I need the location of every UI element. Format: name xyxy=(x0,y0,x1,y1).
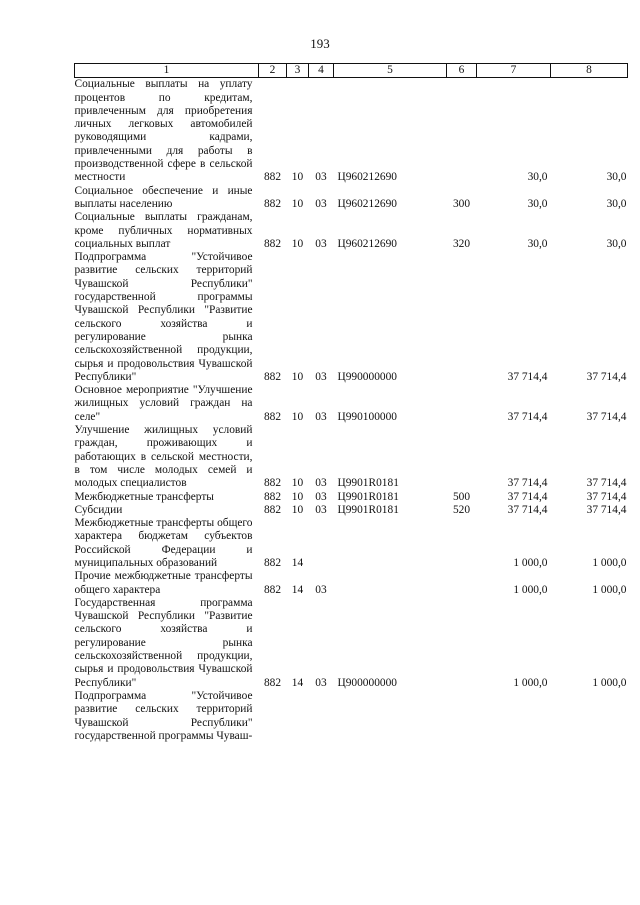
row-value-2 xyxy=(551,690,628,743)
row-admin-code: 882 xyxy=(263,171,282,184)
row-value-1: 1 000,0 xyxy=(513,583,548,596)
row-expense-type xyxy=(447,424,477,490)
row-subsection: 03 xyxy=(315,490,327,503)
header-col-1: 1 xyxy=(75,64,259,78)
row-value-2: 1 000,0 xyxy=(592,583,627,596)
table-header xyxy=(75,64,628,78)
header-col-4: 4 xyxy=(309,64,334,78)
row-value-2: 37 714,4 xyxy=(586,410,627,423)
row-value-1: 30,0 xyxy=(527,171,548,184)
row-section: 10 xyxy=(291,171,304,184)
table-row xyxy=(75,384,628,424)
row-name: Социальные выплаты гражданам, кроме публичных нормативных социальных выплат xyxy=(74,211,253,250)
row-target-code: Ц9901R0181 xyxy=(337,503,399,516)
row-value-1: 37 714,4 xyxy=(507,477,548,490)
row-name: Межбюджетные трансферты xyxy=(74,490,214,503)
header-col-7: 7 xyxy=(477,64,551,78)
row-expense-type: 520 xyxy=(452,503,471,516)
header-col-8: 8 xyxy=(551,64,628,78)
row-expense-type: 500 xyxy=(452,490,471,503)
row-value-2: 30,0 xyxy=(606,197,627,210)
row-value-2: 30,0 xyxy=(606,237,627,250)
row-expense-type: 320 xyxy=(452,237,471,250)
row-value-2: 30,0 xyxy=(606,171,627,184)
row-section xyxy=(287,690,309,743)
row-expense-type xyxy=(447,384,477,424)
page-number: 193 xyxy=(310,36,330,51)
row-target-code xyxy=(334,517,447,570)
row-section: 14 xyxy=(291,583,304,596)
row-value-2: 37 714,4 xyxy=(586,477,627,490)
row-value-2: 1 000,0 xyxy=(592,556,627,569)
row-target-code xyxy=(334,690,447,743)
table-body xyxy=(75,78,628,743)
row-value-2: 37 714,4 xyxy=(586,490,627,503)
row-expense-type xyxy=(447,570,477,597)
row-value-1: 1 000,0 xyxy=(513,556,548,569)
row-target-code: Ц960212690 xyxy=(337,237,397,250)
row-section: 14 xyxy=(291,676,304,689)
row-name: Государственная программа Чувашской Республики "Развитие сельского хозяйства и регулирование рынка сельскохозяйственной продукции, сырья и продовольствия Чувашской Республики" xyxy=(74,596,253,689)
row-admin-code: 882 xyxy=(263,370,282,383)
row-admin-code: 882 xyxy=(263,197,282,210)
row-target-code: Ц990000000 xyxy=(337,370,397,383)
row-section: 10 xyxy=(291,370,304,383)
row-expense-type: 300 xyxy=(452,197,471,210)
row-subsection: 03 xyxy=(315,237,327,250)
header-col-6: 6 xyxy=(447,64,477,78)
row-value-1: 30,0 xyxy=(527,237,548,250)
row-name: Социальное обеспечение и иные выплаты населению xyxy=(74,184,253,210)
row-value-1: 37 714,4 xyxy=(507,503,548,516)
header-col-3: 3 xyxy=(287,64,309,78)
row-admin-code: 882 xyxy=(263,556,282,569)
header-row xyxy=(75,64,628,78)
row-section: 10 xyxy=(291,197,304,210)
row-section: 10 xyxy=(291,237,304,250)
table-row xyxy=(75,491,628,504)
row-section: 14 xyxy=(291,556,304,569)
row-subsection: 03 xyxy=(315,503,327,516)
row-value-1: 1 000,0 xyxy=(513,676,548,689)
row-subsection: 03 xyxy=(315,197,327,210)
row-admin-code: 882 xyxy=(263,237,282,250)
row-subsection: 03 xyxy=(315,583,327,596)
row-subsection: 03 xyxy=(315,171,327,184)
row-target-code: Ц900000000 xyxy=(337,676,397,689)
header-col-5: 5 xyxy=(334,64,447,78)
row-value-1: 37 714,4 xyxy=(507,370,548,383)
row-subsection: 03 xyxy=(315,676,327,689)
table-row xyxy=(75,504,628,517)
table-row xyxy=(75,570,628,597)
row-admin-code: 882 xyxy=(263,676,282,689)
table-row xyxy=(75,424,628,490)
row-subsection: 03 xyxy=(315,370,327,383)
row-expense-type xyxy=(447,251,477,384)
row-expense-type xyxy=(447,597,477,690)
table-row xyxy=(75,517,628,570)
row-admin-code: 882 xyxy=(263,477,282,490)
row-target-code: Ц9901R0181 xyxy=(337,490,399,503)
budget-table xyxy=(74,63,628,743)
row-subsection xyxy=(309,690,334,743)
row-section: 10 xyxy=(291,490,304,503)
row-target-code: Ц990100000 xyxy=(337,410,397,423)
row-value-2: 37 714,4 xyxy=(586,370,627,383)
row-target-code: Ц960212690 xyxy=(337,197,397,210)
row-name: Основное мероприятие "Улучшение жилищных условий граждан на селе" xyxy=(74,384,253,423)
table-row xyxy=(75,78,628,185)
row-value-1: 37 714,4 xyxy=(507,490,548,503)
table-row xyxy=(75,211,628,251)
row-value-1 xyxy=(477,690,551,743)
row-admin-code xyxy=(259,690,287,743)
row-name: Подпрограмма "Устойчивое развитие сельских территорий Чувашской Республики" государственной программы Чувашской Республики "Развитие сельского хозяйства и регулирование рынка сельскохозяйственной продукции, сырья и продовольствия Чувашской Республики" xyxy=(74,251,253,383)
row-name: Межбюджетные трансферты общего характера бюджетам субъектов Российской Федерации и муниципальных образований xyxy=(74,517,253,569)
row-admin-code: 882 xyxy=(263,490,282,503)
row-expense-type xyxy=(447,78,477,185)
row-name: Улучшение жилищных условий граждан, проживающих и работающих в сельской местности, в том числе молодых семей и молодых специалистов xyxy=(74,424,253,490)
row-subsection: 03 xyxy=(315,477,327,490)
row-section: 10 xyxy=(291,477,304,490)
row-name: Субсидии xyxy=(74,503,123,516)
table-row xyxy=(75,597,628,690)
row-value-2: 37 714,4 xyxy=(586,503,627,516)
row-value-2: 1 000,0 xyxy=(592,676,627,689)
table-row xyxy=(75,690,628,743)
row-name: Социальные выплаты на уплату процентов по кредитам, привлеченным для приобретения личных легковых автомобилей руководящими кадрами, привлеченными для работы в производственной сфере в сельской местности xyxy=(74,78,253,184)
row-name: Подпрограмма "Устойчивое развитие сельских территорий Чувашской Республики" государственной программы Чуваш- xyxy=(74,689,253,742)
row-target-code: Ц960212690 xyxy=(337,171,397,184)
row-admin-code: 882 xyxy=(263,583,282,596)
row-expense-type xyxy=(447,517,477,570)
row-value-1: 37 714,4 xyxy=(507,410,548,423)
row-section: 10 xyxy=(291,410,304,423)
row-subsection xyxy=(309,517,334,570)
table-row xyxy=(75,185,628,212)
row-name: Прочие межбюджетные трансферты общего характера xyxy=(74,570,253,596)
row-subsection: 03 xyxy=(315,410,327,423)
row-admin-code: 882 xyxy=(263,503,282,516)
row-expense-type xyxy=(447,690,477,743)
row-target-code: Ц9901R0181 xyxy=(337,477,399,490)
row-target-code xyxy=(334,570,447,597)
row-admin-code: 882 xyxy=(263,410,282,423)
row-section: 10 xyxy=(291,503,304,516)
row-value-1: 30,0 xyxy=(527,197,548,210)
table-row xyxy=(75,251,628,384)
header-col-2: 2 xyxy=(259,64,287,78)
